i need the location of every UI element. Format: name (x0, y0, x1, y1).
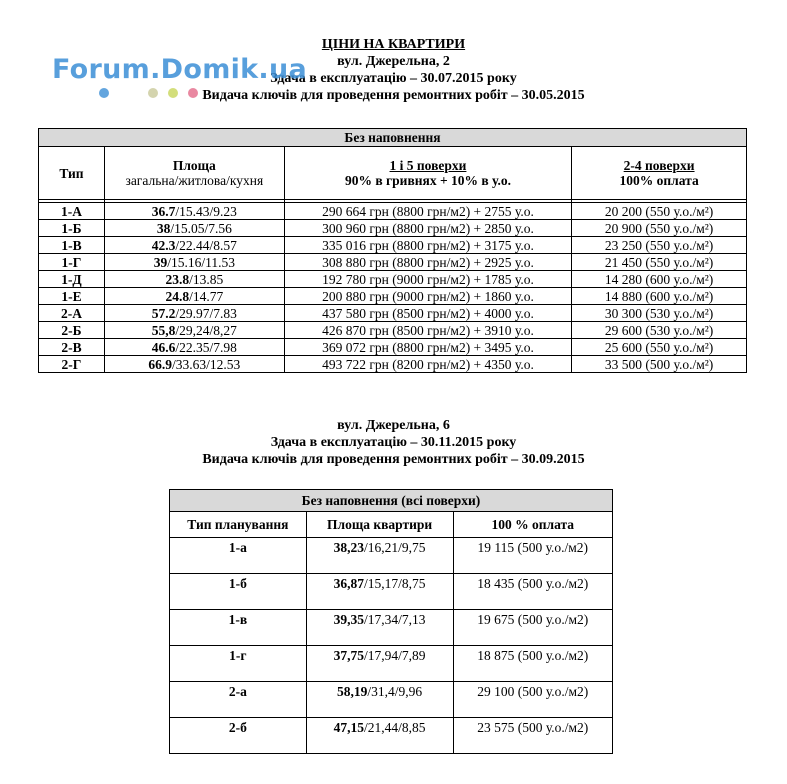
layout-type: 2-б (170, 718, 307, 754)
area-living-kitchen: /15,17/8,75 (364, 576, 426, 591)
layout-type: 2-а (170, 682, 307, 718)
apartment-area (306, 718, 453, 754)
apartment-type: 1-Г (39, 254, 105, 271)
price-floors-2-4: 30 300 (530 у.о./м²) (572, 305, 747, 322)
table-row (39, 220, 747, 237)
col-layout-type: Тип планування (170, 512, 307, 538)
price-floors-2-4: 29 600 (530 у.о./м²) (572, 322, 747, 339)
price-floors-1-5: 493 722 грн (8200 грн/м2) + 4350 у.о. (284, 356, 571, 373)
page-title: ЦІНИ НА КВАРТИРИ (321, 37, 466, 52)
price-floors-2-4: 33 500 (500 у.о./м²) (572, 356, 747, 373)
table-row (39, 254, 747, 271)
address-2: вул. Джерельна, 6 (337, 418, 450, 433)
commissioning-date-2: Здача в експлуатацію – 30.11.2015 року (270, 435, 517, 450)
area-total: 39,35 (333, 612, 365, 627)
area-living-kitchen: /22.35/7.98 (175, 339, 237, 355)
area-living-kitchen: /15.05/7.56 (170, 220, 232, 236)
commissioning-date-1: Здача в експлуатацію – 30.07.2015 року (270, 71, 517, 86)
full-payment-price: 23 575 (500 у.о./м2) (453, 718, 613, 754)
dot-icon (188, 88, 198, 98)
watermark-logo (52, 54, 332, 104)
col-p2-title: 2-4 поверхи (623, 158, 695, 173)
apartment-area (306, 574, 453, 610)
area-living-kitchen: /16,21/9,75 (364, 540, 426, 555)
price-table-building-2 (38, 128, 747, 373)
address-1: вул. Джерельна, 2 (337, 54, 450, 69)
col-apartment-area: Площа квартири (306, 512, 453, 538)
col-type: Тип (39, 147, 105, 200)
full-payment-price: 19 115 (500 у.о./м2) (453, 538, 613, 574)
table-row (170, 718, 613, 754)
apartment-type: 1-Д (39, 271, 105, 288)
apartment-area (104, 237, 284, 254)
area-living-kitchen: /13.85 (189, 271, 224, 287)
col-full-payment: 100 % оплата (453, 512, 613, 538)
area-living-kitchen: /22.44/8.57 (175, 237, 237, 253)
area-total: 38 (156, 220, 171, 236)
area-living-kitchen: /14.77 (189, 288, 224, 304)
table-row (170, 538, 613, 574)
dot-icon (168, 88, 178, 98)
price-floors-1-5: 308 880 грн (8800 грн/м2) + 2925 у.о. (284, 254, 571, 271)
table-row (39, 237, 747, 254)
price-floors-2-4: 25 600 (550 у.о./м²) (572, 339, 747, 356)
area-living-kitchen: /17,34/7,13 (364, 612, 426, 627)
table-row (39, 339, 747, 356)
table-row (39, 203, 747, 220)
col-area-title: Площа (172, 158, 216, 173)
area-total: 24.8 (165, 288, 190, 304)
price-floors-1-5: 426 870 грн (8500 грн/м2) + 3910 у.о. (284, 322, 571, 339)
apartment-type: 2-В (39, 339, 105, 356)
table-row (170, 682, 613, 718)
apartment-area (104, 322, 284, 339)
area-living-kitchen: /33.63/12.53 (172, 356, 241, 372)
layout-type: 1-б (170, 574, 307, 610)
table-row (170, 574, 613, 610)
area-living-kitchen: /17,94/7,89 (364, 648, 426, 663)
table-row (39, 322, 747, 339)
col-p1-title: 1 і 5 поверхи (389, 158, 467, 173)
keys-date-2: Видача ключів для проведення ремонтних робіт – 30.09.2015 (202, 452, 585, 467)
apartment-area (104, 271, 284, 288)
area-living-kitchen: /29,24/8,27 (175, 322, 237, 338)
apartment-type: 1-В (39, 237, 105, 254)
full-payment-price: 29 100 (500 у.о./м2) (453, 682, 613, 718)
price-floors-2-4: 14 280 (600 у.о./м²) (572, 271, 747, 288)
apartment-area (104, 288, 284, 305)
table-row (39, 305, 747, 322)
price-floors-1-5: 300 960 грн (8800 грн/м2) + 2850 у.о. (284, 220, 571, 237)
layout-type: 1-а (170, 538, 307, 574)
area-total: 42.3 (151, 237, 176, 253)
table-row (39, 288, 747, 305)
table2-caption: Без наповнення (всі поверхи) (170, 490, 613, 512)
price-floors-1-5: 290 664 грн (8800 грн/м2) + 2755 у.о. (284, 203, 571, 220)
apartment-type: 2-А (39, 305, 105, 322)
price-floors-1-5: 335 016 грн (8800 грн/м2) + 3175 у.о. (284, 237, 571, 254)
table-row (170, 646, 613, 682)
area-total: 57.2 (151, 305, 176, 321)
layout-type: 1-г (170, 646, 307, 682)
apartment-type: 2-Г (39, 356, 105, 373)
apartment-area (104, 254, 284, 271)
apartment-area (104, 305, 284, 322)
area-total: 58,19 (337, 684, 368, 699)
apartment-type: 2-Б (39, 322, 105, 339)
area-total: 39 (153, 254, 168, 270)
col-area-sub: загальна/житлова/кухня (125, 173, 264, 188)
table1-body (39, 203, 747, 373)
area-total: 46.6 (151, 339, 176, 355)
dot-icon (148, 88, 158, 98)
area-total: 55,8 (151, 322, 176, 338)
price-table-building-6 (169, 489, 613, 754)
price-floors-1-5: 192 780 грн (9000 грн/м2) + 1785 у.о. (284, 271, 571, 288)
price-floors-1-5: 200 880 грн (9000 грн/м2) + 1860 у.о. (284, 288, 571, 305)
full-payment-price: 18 875 (500 у.о./м2) (453, 646, 613, 682)
area-total: 47,15 (333, 720, 365, 735)
price-floors-2-4: 20 200 (550 у.о./м²) (572, 203, 747, 220)
table2-body (170, 538, 613, 754)
area-living-kitchen: /29.97/7.83 (175, 305, 237, 321)
apartment-area (104, 203, 284, 220)
table-row (39, 356, 747, 373)
keys-date-1: Видача ключів для проведення ремонтних робіт – 30.05.2015 (202, 88, 585, 103)
area-total: 37,75 (333, 648, 365, 663)
area-living-kitchen: /15.16/11.53 (167, 254, 235, 270)
col-p1-sub: 90% в гривнях + 10% в у.о. (344, 173, 511, 188)
col-p2-sub: 100% оплата (619, 173, 699, 188)
price-floors-1-5: 369 072 грн (8800 грн/м2) + 3495 у.о. (284, 339, 571, 356)
apartment-area (306, 538, 453, 574)
full-payment-price: 18 435 (500 у.о./м2) (453, 574, 613, 610)
watermark-text: Forum.Domik.ua (52, 54, 308, 85)
apartment-area (306, 610, 453, 646)
area-living-kitchen: /15.43/9.23 (175, 203, 237, 219)
price-floors-1-5: 437 580 грн (8500 грн/м2) + 4000 у.о. (284, 305, 571, 322)
apartment-type: 1-А (39, 203, 105, 220)
area-living-kitchen: /31,4/9,96 (367, 684, 423, 699)
apartment-area (104, 356, 284, 373)
apartment-area (104, 339, 284, 356)
apartment-type: 1-Б (39, 220, 105, 237)
dot-icon (99, 88, 109, 98)
table-row (170, 610, 613, 646)
table1-caption: Без наповнення (39, 129, 747, 147)
area-total: 36,87 (333, 576, 365, 591)
area-total: 38,23 (333, 540, 365, 555)
price-floors-2-4: 20 900 (550 у.о./м²) (572, 220, 747, 237)
price-floors-2-4: 23 250 (550 у.о./м²) (572, 237, 747, 254)
col-price-floors-2-4 (572, 147, 747, 200)
price-floors-2-4: 14 880 (600 у.о./м²) (572, 288, 747, 305)
section-2-header (0, 417, 787, 468)
col-area (104, 147, 284, 200)
area-living-kitchen: /21,44/8,85 (364, 720, 426, 735)
apartment-type: 1-Е (39, 288, 105, 305)
apartment-area (306, 646, 453, 682)
apartment-area (104, 220, 284, 237)
layout-type: 1-в (170, 610, 307, 646)
area-total: 36.7 (151, 203, 176, 219)
price-floors-2-4: 21 450 (550 у.о./м²) (572, 254, 747, 271)
area-total: 66.9 (148, 356, 172, 372)
full-payment-price: 19 675 (500 у.о./м2) (453, 610, 613, 646)
apartment-area (306, 682, 453, 718)
col-price-floors-1-5 (284, 147, 571, 200)
area-total: 23.8 (165, 271, 190, 287)
table-row (39, 271, 747, 288)
